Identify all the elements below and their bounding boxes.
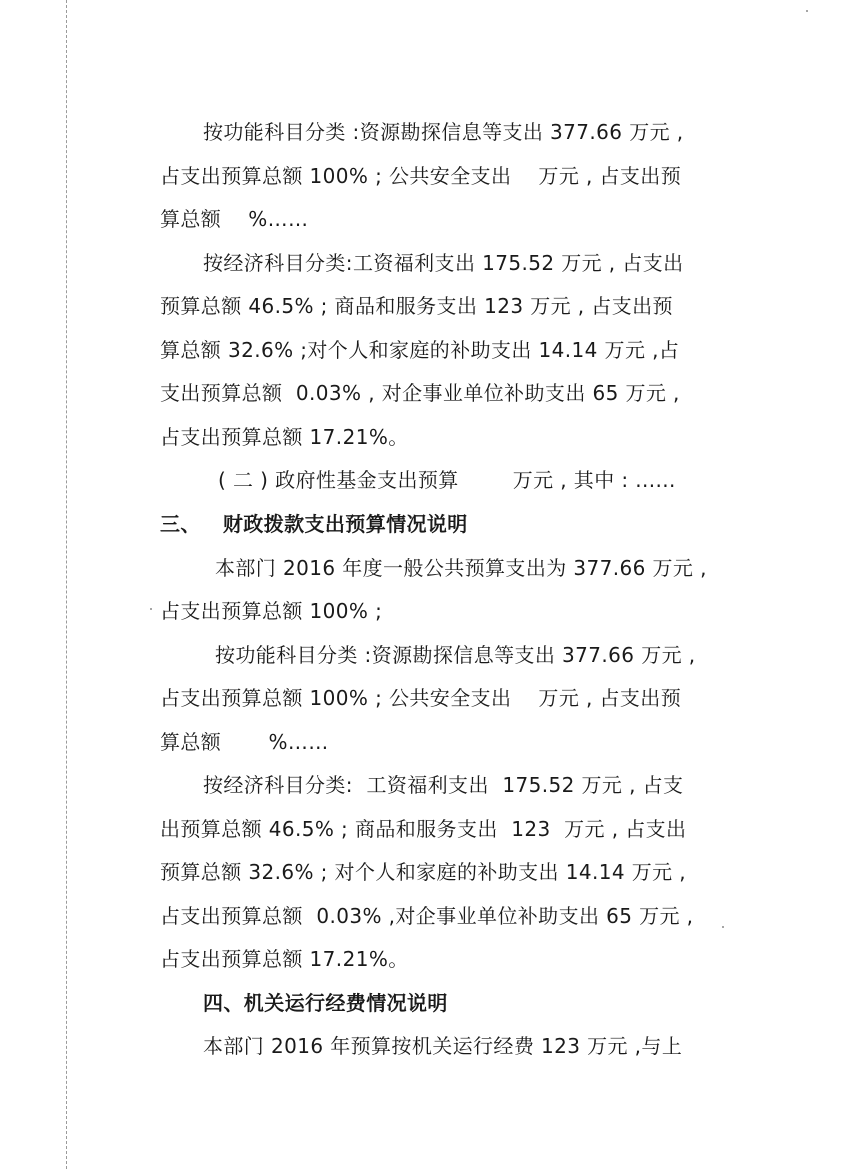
text-line: 本部门 2016 年预算按机关运行经费 123 万元 ,与上 [203,1034,683,1058]
text-line: 占支出预算总额 0.03% ,对企事业单位补助支出 65 万元 , [160,904,694,928]
text-line: 按经济科目分类: 工资福利支出 175.52 万元 , 占支 [203,773,684,797]
text-line: 支出预算总额 0.03% , 对企事业单位补助支出 65 万元 , [160,381,680,405]
scan-speck [150,608,152,610]
text-line: 算总额 32.6% ;对个人和家庭的补助支出 14.14 万元 ,占 [160,338,680,362]
text-line: 预算总额 46.5% ; 商品和服务支出 123 万元 , 占支出预 [160,294,673,318]
text-line: 算总额 %…… [160,207,309,231]
text-line: 占支出预算总额 17.21%。 [160,425,409,449]
text-line: 占支出预算总额 100% ; 公共安全支出 万元 , 占支出预 [160,164,682,188]
text-line: 按经济科目分类:工资福利支出 175.52 万元 , 占支出 [203,251,684,275]
text-line: ( 二 ) 政府性基金支出预算 万元 , 其中 : ...... [218,468,676,492]
section-heading: 三、 财政拨款支出预算情况说明 [160,512,468,536]
text-line: 占支出预算总额 100% ; [160,599,383,623]
text-line: 算总额 %…… [160,730,329,754]
scan-edge-line [66,0,67,1169]
section-heading: 四、机关运行经费情况说明 [203,991,448,1015]
text-line: 本部门 2016 年度一般公共预算支出为 377.66 万元 , [215,556,707,580]
text-line: 占支出预算总额 17.21%。 [160,947,409,971]
text-line: 按功能科目分类 :资源勘探信息等支出 377.66 万元 , [215,643,696,667]
text-line: 出预算总额 46.5% ; 商品和服务支出 123 万元 , 占支出 [160,817,687,841]
text-line: 预算总额 32.6% ; 对个人和家庭的补助支出 14.14 万元 , [160,860,687,884]
text-line: 占支出预算总额 100% ; 公共安全支出 万元 , 占支出预 [160,686,682,710]
scan-speck [722,926,724,928]
text-line: 按功能科目分类 :资源勘探信息等支出 377.66 万元 , [203,120,684,144]
scan-speck [806,10,808,12]
